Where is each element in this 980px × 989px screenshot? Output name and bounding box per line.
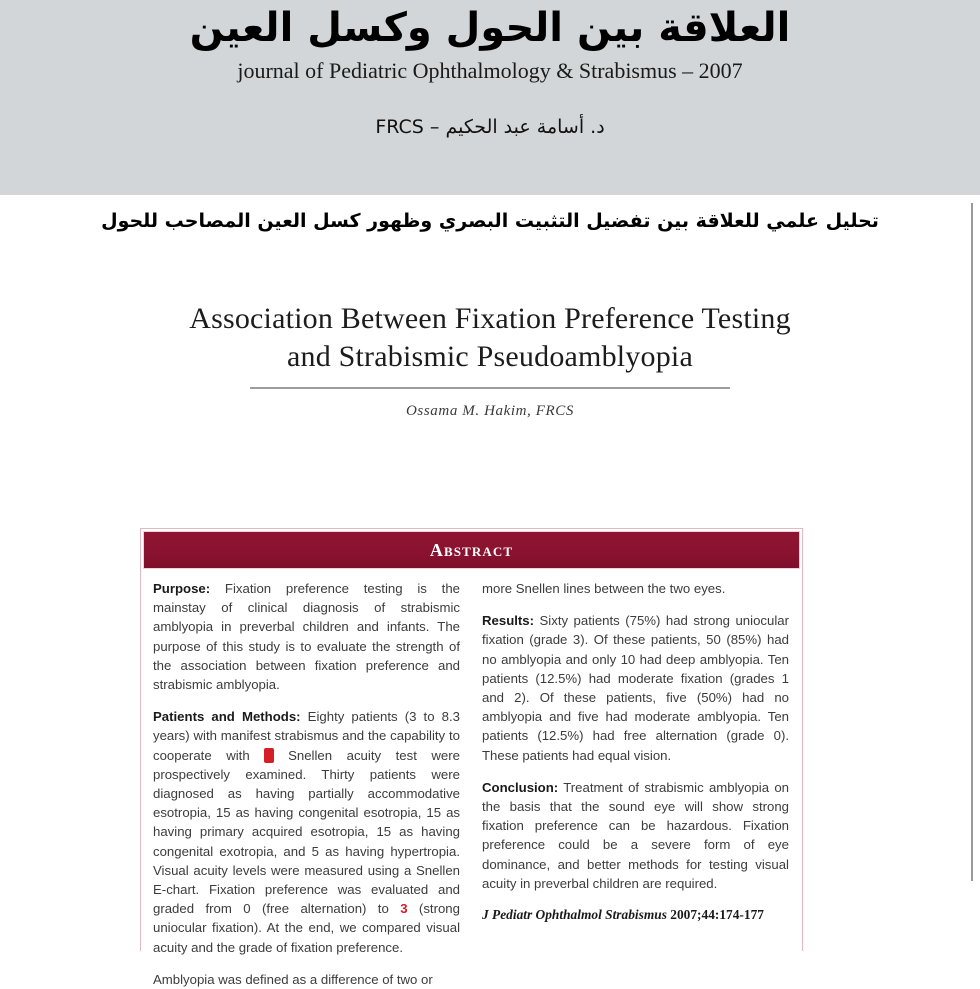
methods-text-part-1: Eighty patients (3 to 8.3 years) with manifest strabismus and the capability to cooperate with: [153, 709, 460, 763]
citation-volume-pages: 2007;44:174-177: [666, 907, 764, 923]
abstract-methods-continuation: [153, 970, 460, 989]
continuation-text: more Snellen lines between the two eyes.: [482, 581, 726, 596]
abstract-header-bar: [143, 531, 800, 569]
conclusion-text: Treatment of strabismic amblyopia on the basis that the sound eye will show strong fixation preference can be hazardous. Fixation preference could be a severe form of eye dominance, and better methods for testing visual acuity in preverbal children are required.: [482, 779, 789, 891]
banner-author-arabic: د. أسامة عبد الحكيم – FRCS: [375, 115, 605, 138]
results-label: Results:: [482, 613, 535, 629]
abstract-purpose-paragraph: [153, 579, 460, 694]
purpose-label: Purpose:: [153, 581, 211, 596]
citation-journal-name: J Pediatr Ophthalmol Strabismus: [482, 907, 667, 923]
abstract-conclusion-paragraph: [482, 778, 789, 893]
title-banner: [0, 0, 980, 195]
methods-text-part-3: (strong uniocular fixation). At the end, we compared visual acuity and the grade of fixation preference.: [153, 901, 460, 955]
paper-title: [140, 300, 840, 377]
banner-journal-line: journal of Pediatric Ophthalmology & Strabismus – 2007: [237, 57, 743, 83]
abstract-continuation-line: [482, 579, 789, 598]
methods-text-part-4: Amblyopia was defined as a difference of two or: [153, 971, 433, 987]
purpose-text: Fixation preference testing is the mainstay of clinical diagnosis of strabismic amblyopia in preverbal children and infants. The purpose of this study is to evaluate the strength of the association between fixation preference and strabismic amblyopia.: [153, 581, 460, 693]
methods-grade-number: 3: [400, 901, 408, 917]
abstract-header-label: Abstract: [429, 539, 514, 560]
abstract-right-column: [482, 579, 789, 989]
abstract-box: [140, 528, 803, 987]
banner-title-arabic: العلاقة بين الحول وكسل العين: [189, 5, 791, 51]
methods-text-part-2: Snellen acuity test were prospectively examined. Thirty patients were diagnosed as having partially accommodative esotropia, 15 as having congenital esotropia, 15 as having primary acquired esotropia, 15 as having congenital exotropia, and 5 as having hypertropia. Visual acuity levels were measured using a Snellen E-chart. Fixation preference was evaluated and graded from 0 (free alternation) to: [153, 747, 460, 917]
abstract-columns: [141, 569, 802, 989]
title-divider-rule: [250, 387, 730, 389]
abstract-methods-paragraph: [153, 707, 460, 957]
methods-label: Patients and Methods:: [153, 709, 301, 725]
results-text: Sixty patients (75%) had strong uniocular fixation (grade 3). Of these patients, 50 (85%) had no amblyopia and only 10 had deep amblyopia. Ten patients (12.5%) had moderate fixation (grades 1 and 2). Of these patients, five (50%) had no amblyopia and five had moderate amblyopia. Ten patients (12.5%) had free alternation (grade 0). These patients had equal vision.: [482, 613, 789, 763]
arabic-subtitle: تحليل علمي للعلاقة بين تفضيل التثبيت البصري وظهور كسل العين المصاحب للحول: [101, 210, 879, 232]
abstract-citation: [482, 906, 789, 925]
scanned-paper: [0, 300, 980, 987]
abstract-left-column: [153, 579, 460, 989]
abstract-results-paragraph: [482, 611, 789, 765]
paper-title-line-1: Association Between Fixation Preference Testing: [189, 302, 791, 335]
conclusion-label: Conclusion:: [482, 779, 559, 795]
methods-highlighted-character: a: [265, 747, 273, 763]
paper-author: Ossama M. Hakim, FRCS: [405, 402, 574, 419]
paper-title-line-2: and Strabismic Pseudoamblyopia: [287, 340, 693, 374]
